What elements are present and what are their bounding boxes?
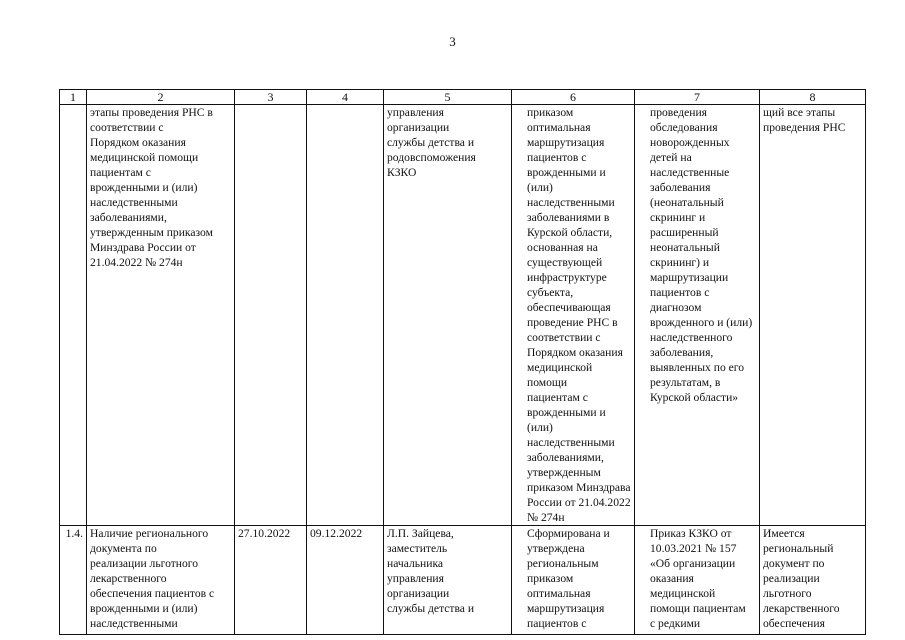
responsible-cell: управления организации службы детства и родовспоможения КЗКО bbox=[384, 105, 512, 526]
table-row bbox=[60, 105, 866, 526]
column-header: 8 bbox=[760, 90, 866, 105]
responsible-cell: Л.П. Зайцева, заместитель начальника управления организации службы детства и bbox=[384, 526, 512, 635]
column-header: 7 bbox=[635, 90, 760, 105]
measure-name-cell: этапы проведения РНС в соответствии с Порядком оказания медицинской помощи пациентам с врожденными и (или) наследственными заболеваниями, утвержденным приказом Минздрава России от 21.04.2022 № 274н bbox=[87, 105, 235, 526]
measures-table bbox=[59, 89, 866, 635]
table-header-row bbox=[60, 90, 866, 105]
column-header: 2 bbox=[87, 90, 235, 105]
row-number-cell bbox=[60, 105, 87, 526]
start-date-cell: 27.10.2022 bbox=[235, 526, 307, 635]
measure-name-cell: Наличие регионального документа по реализации льготного лекарственного обеспечения пациентов с врожденными и (или) наследственными bbox=[87, 526, 235, 635]
end-date-cell: 09.12.2022 bbox=[307, 526, 384, 635]
column-header: 1 bbox=[60, 90, 87, 105]
status-cell: щий все этапы проведения РНС bbox=[760, 105, 866, 526]
column-header: 3 bbox=[235, 90, 307, 105]
result-cell: приказом оптимальная маршрутизация пациентов с врожденными и (или) наследственными заболеваниями в Курской области, основанная на существующей инфраструктуре субъекта, обеспечивающая проведение РНС в соответствии с Порядком оказания медицинской помощи пациентам с врожденными и (или) наследственными заболеваниями, утвержденным приказом Минздрава России от 21.04.2022 № 274н bbox=[512, 105, 635, 526]
page-number: 3 bbox=[449, 34, 456, 49]
status-cell: Имеется региональный документ по реализации льготного лекарственного обеспечения bbox=[760, 526, 866, 635]
result-cell: Сформирована и утверждена региональным приказом оптимальная маршрутизация пациентов с bbox=[512, 526, 635, 635]
column-header: 5 bbox=[384, 90, 512, 105]
table-row bbox=[60, 526, 866, 635]
end-date-cell bbox=[307, 105, 384, 526]
row-number-cell: 1.4. bbox=[60, 526, 87, 635]
column-header: 4 bbox=[307, 90, 384, 105]
document-cell: проведения обследования новорожденных детей на наследственные заболевания (неонатальный скрининг и расширенный неонатальный скрининг) и маршрутизации пациентов с диагнозом врожденного и (или) наследственного заболевания, выявленных по его результатам, в Курской области» bbox=[635, 105, 760, 526]
document-cell: Приказ КЗКО от 10.03.2021 № 157 «Об организации оказания медицинской помощи пациентам с редкими bbox=[635, 526, 760, 635]
column-header: 6 bbox=[512, 90, 635, 105]
start-date-cell bbox=[235, 105, 307, 526]
